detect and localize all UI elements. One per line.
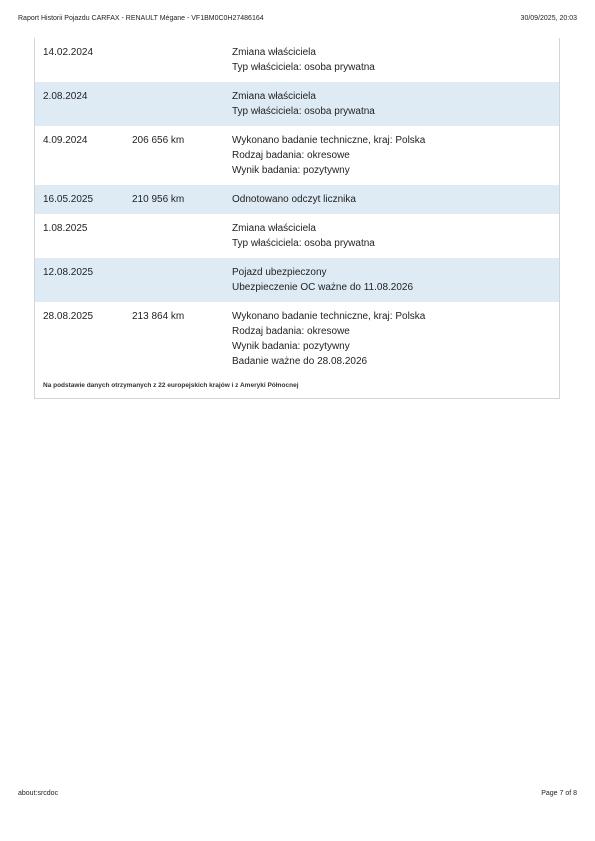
print-footer	[18, 790, 577, 797]
description-line: Rodzaj badania: okresowe	[232, 326, 350, 337]
row-date: 16.05.2025	[43, 194, 94, 205]
row-description	[232, 221, 559, 251]
description-line: Zmiana właściciela	[232, 47, 316, 58]
table-row	[35, 185, 559, 214]
row-mileage	[132, 45, 232, 75]
description-line: Typ właściciela: osoba prywatna	[232, 238, 375, 249]
row-date: 14.02.2024	[43, 47, 94, 58]
description-line: Ubezpieczenie OC ważne do 11.08.2026	[232, 282, 414, 293]
description-line: Wynik badania: pozytywny	[232, 165, 350, 176]
row-date: 28.08.2025	[43, 311, 94, 322]
row-mileage	[132, 89, 232, 119]
table-row	[35, 302, 559, 376]
page-number: Page 7 of 8	[541, 790, 577, 797]
row-date: 1.08.2025	[43, 223, 88, 234]
description-line: Wykonano badanie techniczne, kraj: Polska	[232, 135, 426, 146]
table-row	[35, 38, 559, 82]
description-line: Typ właściciela: osoba prywatna	[232, 62, 375, 73]
row-mileage: 213 864 km	[132, 311, 185, 322]
row-description	[232, 133, 559, 178]
description-line: Rodzaj badania: okresowe	[232, 150, 350, 161]
print-header	[18, 15, 577, 22]
description-line: Wynik badania: pozytywny	[232, 341, 350, 352]
row-description	[232, 309, 559, 369]
history-table	[34, 38, 560, 399]
row-description	[232, 265, 559, 295]
description-line: Badanie ważne do 28.08.2026	[232, 356, 368, 367]
row-mileage	[132, 221, 232, 251]
description-line: Odnotowano odczyt licznika	[232, 194, 356, 205]
row-description	[232, 45, 559, 75]
data-source-note: Na podstawie danych otrzymanych z 22 europejskich krajów i z Ameryki Północnej	[43, 382, 299, 389]
report-title: Raport Historii Pojazdu CARFAX - RENAULT Mégane - VF1BM0C0H27486164	[18, 15, 264, 22]
description-line: Zmiana właściciela	[232, 91, 316, 102]
row-date: 4.09.2024	[43, 135, 88, 146]
row-date: 12.08.2025	[43, 267, 94, 278]
table-row	[35, 258, 559, 302]
row-mileage: 206 656 km	[132, 135, 185, 146]
row-mileage: 210 956 km	[132, 194, 185, 205]
description-line: Typ właściciela: osoba prywatna	[232, 106, 375, 117]
description-line: Pojazd ubezpieczony	[232, 267, 327, 278]
page-url: about:srcdoc	[18, 790, 59, 797]
table-row	[35, 126, 559, 185]
row-date: 2.08.2024	[43, 91, 88, 102]
table-row	[35, 214, 559, 258]
description-line: Wykonano badanie techniczne, kraj: Polska	[232, 311, 426, 322]
description-line: Zmiana właściciela	[232, 223, 316, 234]
row-mileage	[132, 265, 232, 295]
row-description	[232, 192, 559, 207]
print-datetime: 30/09/2025, 20:03	[520, 15, 577, 22]
table-row	[35, 82, 559, 126]
row-description	[232, 89, 559, 119]
